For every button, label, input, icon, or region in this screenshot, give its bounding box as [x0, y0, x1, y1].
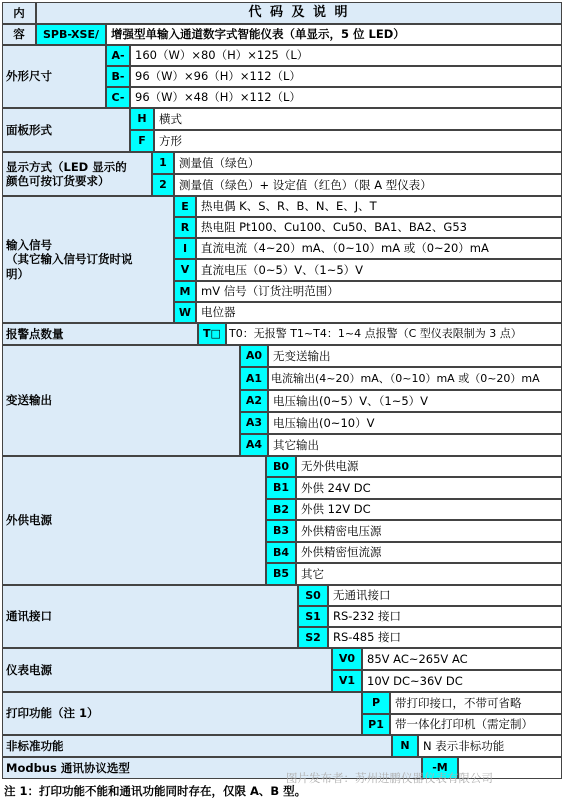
input-code-w: W — [174, 302, 196, 323]
supply-desc-b5: 其它 — [296, 563, 562, 585]
supply-label: 外供电源 — [2, 456, 266, 585]
input-desc-e: 热电偶 K、S、R、B、N、E、J、T — [196, 196, 562, 217]
comm-code-s2: S2 — [298, 627, 328, 648]
power-code-v0: V0 — [332, 648, 362, 670]
supply-desc-b3: 外供精密电压源 — [296, 520, 562, 542]
power-code-v1: V1 — [332, 670, 362, 692]
watermark-text: 图片发布者：苏州进鹏仪器仪表有限公司 — [286, 771, 493, 785]
power-desc-v0: 85V AC~265V AC — [362, 648, 562, 670]
comm-code-s0: S0 — [298, 585, 328, 606]
panel-code-f: F — [130, 130, 154, 152]
shape-code-a: A- — [106, 45, 130, 66]
comm-desc-s2: RS-485 接口 — [328, 627, 562, 648]
comm-label: 通讯接口 — [2, 585, 298, 648]
modbus-code: -M — [422, 757, 458, 779]
transmit-desc-a0: 无变送输出 — [268, 345, 562, 367]
transmit-desc-a4: 其它输出 — [268, 434, 562, 456]
nonstd-code: N — [392, 735, 418, 757]
modbus-label: Modbus 通讯协议选型 — [2, 757, 422, 779]
supply-code-b4: B4 — [266, 542, 296, 563]
printer-desc-p: 带打印接口，不带可省略 — [390, 692, 562, 714]
power-label: 仪表电源 — [2, 648, 332, 692]
input-code-v: V — [174, 259, 196, 281]
alarm-desc: T0：无报警 T1~T4：1~4 点报警（C 型仪表限制为 3 点） — [226, 323, 562, 345]
input-label: 输入信号 （其它输入信号订货时说 明） — [2, 196, 174, 323]
input-desc-i: 直流电流（4~20）mA、（0~10）mA 或（0~20）mA — [196, 238, 562, 259]
supply-code-b2: B2 — [266, 499, 296, 520]
transmit-code-a4: A4 — [240, 434, 268, 456]
supply-desc-b0: 无外供电源 — [296, 456, 562, 477]
printer-desc-p1: 带一体化打印机（需定制） — [390, 714, 562, 735]
supply-code-b1: B1 — [266, 477, 296, 499]
printer-code-p1: P1 — [362, 714, 390, 735]
panel-label: 面板形式 — [2, 108, 130, 152]
supply-code-b0: B0 — [266, 456, 296, 477]
table-title: 代 码 及 说 明 — [36, 2, 562, 24]
input-desc-w: 电位器 — [196, 302, 562, 323]
transmit-label: 变送输出 — [2, 345, 240, 456]
supply-desc-b2: 外供 12V DC — [296, 499, 562, 520]
transmit-code-a1: A1 — [240, 367, 268, 390]
supply-code-b3: B3 — [266, 520, 296, 542]
comm-desc-s1: RS-232 接口 — [328, 606, 562, 627]
nonstd-label: 非标准功能 — [2, 735, 392, 757]
printer-label: 打印功能（注 1） — [2, 692, 362, 735]
shape-desc-b: 96（W）×96（H）×112（L） — [130, 66, 562, 87]
comm-desc-s0: 无通讯接口 — [328, 585, 562, 606]
panel-code-h: H — [130, 108, 154, 130]
input-code-e: E — [174, 196, 196, 217]
input-code-r: R — [174, 217, 196, 238]
display-desc-1: 测量值（绿色） — [174, 152, 562, 174]
shape-label: 外形尺寸 — [2, 45, 106, 108]
header-col1-top: 内 — [2, 2, 36, 24]
printer-code-p: P — [362, 692, 390, 714]
display-label: 显示方式（LED 显示的 颜色可按订货要求） — [2, 152, 152, 196]
input-desc-r: 热电阻 Pt100、Cu100、Cu50、BA1、BA2、G53 — [196, 217, 562, 238]
nonstd-desc: N 表示非标功能 — [418, 735, 562, 757]
shape-code-b: B- — [106, 66, 130, 87]
display-desc-2: 测量值（绿色）+ 设定值（红色）（限 A 型仪表） — [174, 174, 562, 196]
shape-desc-a: 160（W）×80（H）×125（L） — [130, 45, 562, 66]
display-code-1: 1 — [152, 152, 174, 174]
footnote: 注 1：打印功能不能和通讯功能同时存在，仅限 A、B 型。 — [4, 784, 307, 798]
transmit-desc-a2: 电压输出(0~5）V、（1~5）V — [268, 390, 562, 412]
input-code-m: M — [174, 281, 196, 302]
supply-code-b5: B5 — [266, 563, 296, 585]
transmit-code-a3: A3 — [240, 412, 268, 434]
input-desc-v: 直流电压（0~5）V、（1~5）V — [196, 259, 562, 281]
alarm-label: 报警点数量 — [2, 323, 198, 345]
transmit-desc-a3: 电压输出(0~10）V — [268, 412, 562, 434]
header-col1-bottom: 容 — [2, 24, 36, 45]
panel-desc-f: 方形 — [154, 130, 562, 152]
transmit-code-a0: A0 — [240, 345, 268, 367]
input-code-i: I — [174, 238, 196, 259]
transmit-code-a2: A2 — [240, 390, 268, 412]
alarm-code: T□ — [198, 323, 226, 345]
power-desc-v1: 10V DC~36V DC — [362, 670, 562, 692]
model-description: 增强型单输入通道数字式智能仪表（单显示，5 位 LED） — [106, 24, 562, 45]
input-desc-m: mV 信号（订货注明范围） — [196, 281, 562, 302]
supply-desc-b4: 外供精密恒流源 — [296, 542, 562, 563]
shape-desc-c: 96（W）×48（H）×112（L） — [130, 87, 562, 108]
comm-code-s1: S1 — [298, 606, 328, 627]
panel-desc-h: 横式 — [154, 108, 562, 130]
shape-code-c: C- — [106, 87, 130, 108]
supply-desc-b1: 外供 24V DC — [296, 477, 562, 499]
display-code-2: 2 — [152, 174, 174, 196]
model-code: SPB-XSE/ — [36, 24, 106, 45]
transmit-desc-a1: 电流输出(4~20）mA、（0~10）mA 或（0~20）mA — [268, 367, 562, 390]
